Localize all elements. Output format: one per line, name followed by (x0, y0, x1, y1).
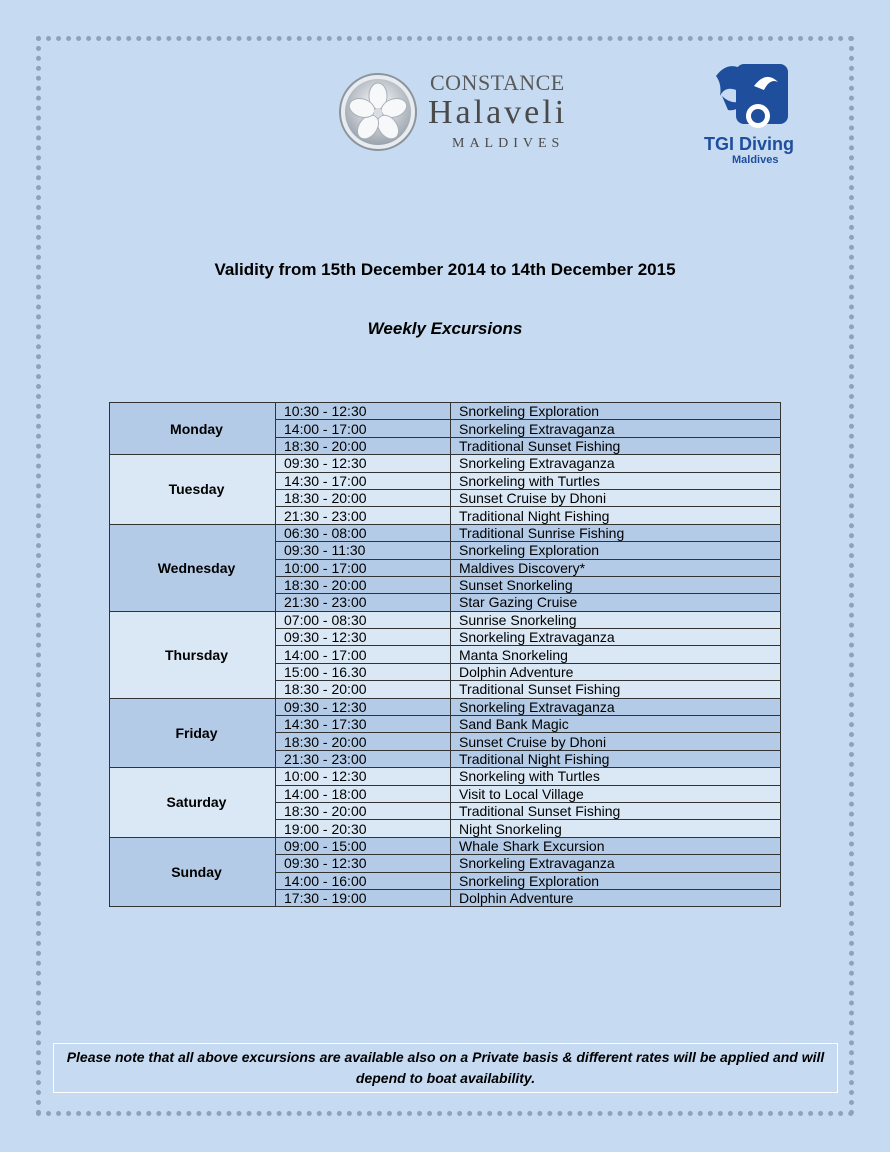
brand-name-maldives: MALDIVES (452, 136, 565, 151)
time-cell: 09:30 - 12:30 (276, 698, 451, 715)
activity-cell: Dolphin Adventure (451, 663, 781, 680)
time-cell: 18:30 - 20:00 (276, 733, 451, 750)
activity-cell: Snorkeling Extravaganza (451, 420, 781, 437)
table-row (110, 611, 781, 628)
activity-cell: Dolphin Adventure (451, 889, 781, 906)
activity-cell: Maldives Discovery* (451, 559, 781, 576)
day-cell: Saturday (110, 768, 276, 838)
activity-cell: Star Gazing Cruise (451, 594, 781, 611)
table-row (110, 403, 781, 420)
time-cell: 06:30 - 08:00 (276, 524, 451, 541)
day-cell: Wednesday (110, 524, 276, 611)
activity-cell: Sunrise Snorkeling (451, 611, 781, 628)
time-cell: 18:30 - 20:00 (276, 576, 451, 593)
activity-cell: Traditional Sunrise Fishing (451, 524, 781, 541)
activity-cell: Snorkeling Extravaganza (451, 855, 781, 872)
activity-cell: Traditional Sunset Fishing (451, 681, 781, 698)
day-cell: Sunday (110, 837, 276, 907)
table-row (110, 524, 781, 541)
brand-name-constance: CONSTANCE (430, 70, 565, 95)
table-row (110, 837, 781, 854)
day-cell: Tuesday (110, 455, 276, 525)
time-cell: 15:00 - 16.30 (276, 663, 451, 680)
tgi-diving-location: Maldives (732, 154, 779, 166)
activity-cell: Sunset Cruise by Dhoni (451, 489, 781, 506)
time-cell: 09:30 - 12:30 (276, 629, 451, 646)
time-cell: 09:30 - 12:30 (276, 855, 451, 872)
activity-cell: Manta Snorkeling (451, 646, 781, 663)
excursion-schedule-table (109, 402, 781, 907)
activity-cell: Snorkeling with Turtles (451, 472, 781, 489)
activity-cell: Sand Bank Magic (451, 716, 781, 733)
activity-cell: Traditional Night Fishing (451, 507, 781, 524)
time-cell: 14:00 - 18:00 (276, 785, 451, 802)
activity-cell: Sunset Snorkeling (451, 576, 781, 593)
time-cell: 18:30 - 20:00 (276, 802, 451, 819)
table-row (110, 698, 781, 715)
activity-cell: Snorkeling Extravaganza (451, 455, 781, 472)
time-cell: 21:30 - 23:00 (276, 750, 451, 767)
day-cell: Friday (110, 698, 276, 768)
activity-cell: Snorkeling Exploration (451, 542, 781, 559)
time-cell: 10:00 - 12:30 (276, 768, 451, 785)
activity-cell: Visit to Local Village (451, 785, 781, 802)
flower-icon (338, 72, 418, 152)
time-cell: 07:00 - 08:30 (276, 611, 451, 628)
activity-cell: Sunset Cruise by Dhoni (451, 733, 781, 750)
time-cell: 18:30 - 20:00 (276, 489, 451, 506)
activity-cell: Traditional Sunset Fishing (451, 437, 781, 454)
table-row (110, 768, 781, 785)
activity-cell: Traditional Night Fishing (451, 750, 781, 767)
time-cell: 14:30 - 17:00 (276, 472, 451, 489)
time-cell: 18:30 - 20:00 (276, 437, 451, 454)
time-cell: 18:30 - 20:00 (276, 681, 451, 698)
activity-cell: Snorkeling Extravaganza (451, 698, 781, 715)
time-cell: 09:30 - 12:30 (276, 455, 451, 472)
day-cell: Thursday (110, 611, 276, 698)
activity-cell: Snorkeling Exploration (451, 872, 781, 889)
activity-cell: Whale Shark Excursion (451, 837, 781, 854)
weekly-excursions-title: Weekly Excursions (367, 319, 523, 338)
brand-name-halaveli: Halaveli (428, 94, 568, 131)
time-cell: 14:00 - 17:00 (276, 420, 451, 437)
time-cell: 14:30 - 17:30 (276, 716, 451, 733)
time-cell: 17:30 - 19:00 (276, 889, 451, 906)
time-cell: 19:00 - 20:30 (276, 820, 451, 837)
table-row (110, 455, 781, 472)
private-basis-note: Please note that all above excursions are available also on a Private basis & different rates will be applied and will depend to boat availability. (53, 1043, 838, 1093)
activity-cell: Snorkeling with Turtles (451, 768, 781, 785)
time-cell: 09:30 - 11:30 (276, 542, 451, 559)
time-cell: 10:00 - 17:00 (276, 559, 451, 576)
time-cell: 21:30 - 23:00 (276, 594, 451, 611)
time-cell: 10:30 - 12:30 (276, 403, 451, 420)
day-cell: Monday (110, 403, 276, 455)
time-cell: 14:00 - 17:00 (276, 646, 451, 663)
time-cell: 09:00 - 15:00 (276, 837, 451, 854)
tgi-diving-logo (702, 56, 814, 168)
activity-cell: Traditional Sunset Fishing (451, 802, 781, 819)
time-cell: 21:30 - 23:00 (276, 507, 451, 524)
diver-icon (714, 56, 788, 136)
activity-cell: Night Snorkeling (451, 820, 781, 837)
constance-halaveli-logo (338, 70, 588, 160)
validity-heading: Validity from 15th December 2014 to 14th December 2015 (214, 260, 676, 279)
activity-cell: Snorkeling Exploration (451, 403, 781, 420)
tgi-diving-name: TGI Diving (704, 134, 794, 154)
activity-cell: Snorkeling Extravaganza (451, 629, 781, 646)
time-cell: 14:00 - 16:00 (276, 872, 451, 889)
